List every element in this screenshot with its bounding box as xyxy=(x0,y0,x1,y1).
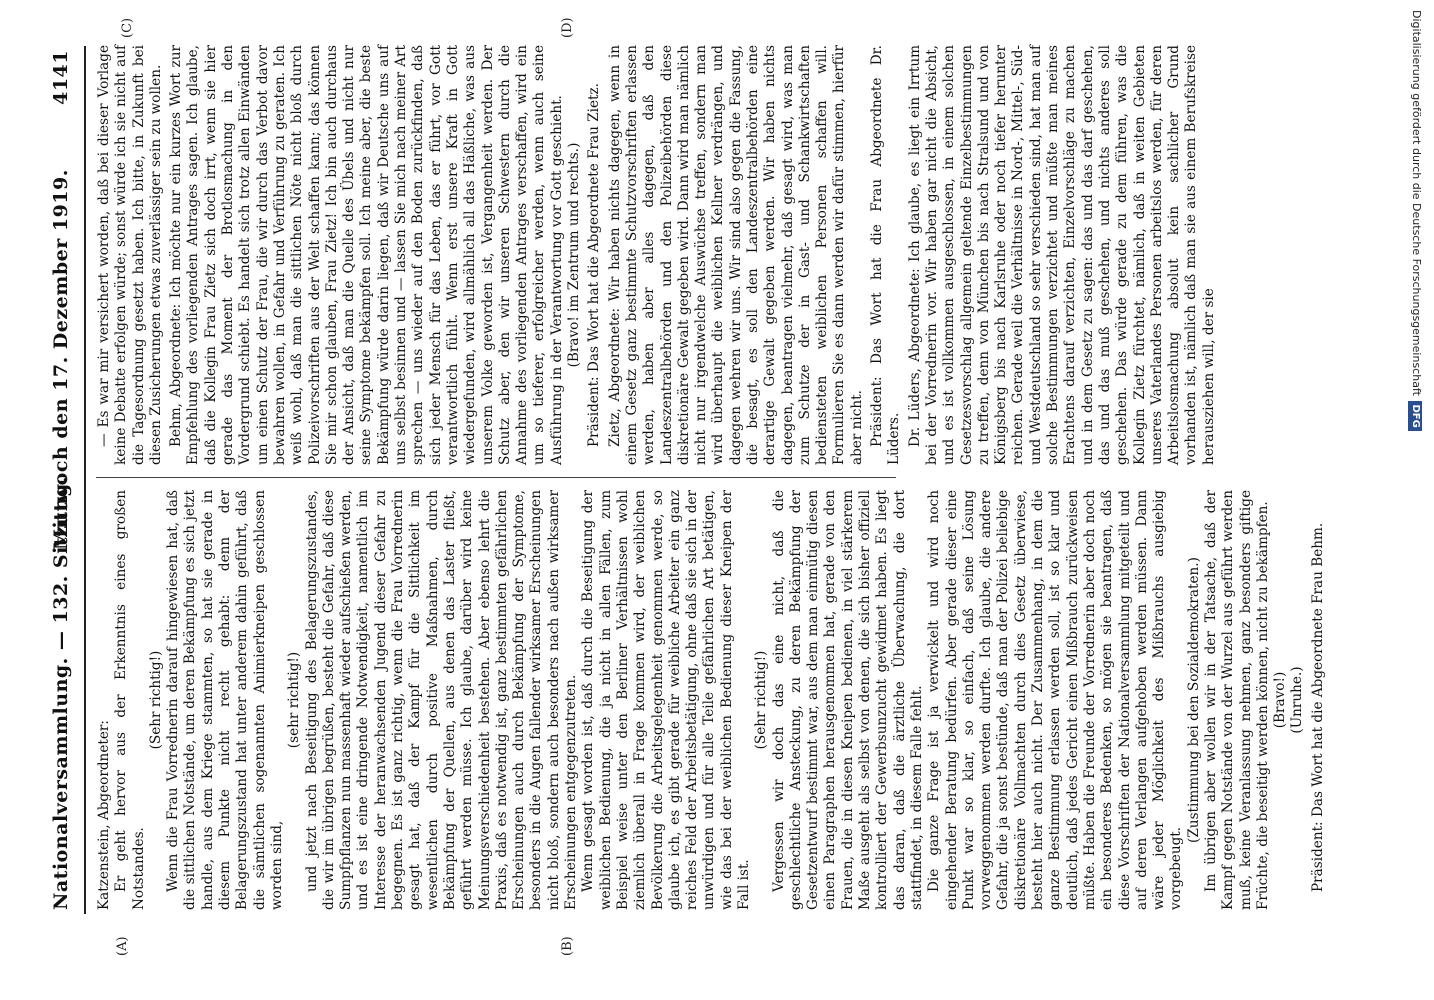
interjection: (Zustimmung bei den Sozialdemokraten.) xyxy=(1185,557,1202,843)
president-line: Präsident: Das Wort hat die Abgeordnete Frau Zietz. xyxy=(586,83,603,447)
digitization-note xyxy=(1405,10,1427,990)
margin-marker-c: (C) xyxy=(120,17,135,38)
margin-marker-d: (D) xyxy=(560,17,575,38)
president-line: Präsident: Das Wort hat die Abgeordnete Frau Behm. xyxy=(1309,522,1326,892)
paragraph: Im übrigen aber wollen wir in der Tatsache, daß der Kampf gegen Notstände von der Wurzel aus geführt werden muß, keine Veranlassung nehmen, ganz besonders giftige Früchte, die beseitigt werden können, nicht zu bekämpfen. xyxy=(1203,490,1271,910)
header-session-title: Nationalversammlung. — 132. Sitzung. xyxy=(50,476,72,910)
interjection: (Bravo!) xyxy=(1272,671,1289,729)
paragraph: Zietz, Abgeordnete: Wir haben nichts dagegen, wenn in einem Gesetz ganz bestimmte Schutzvorschriften erlassen werden, haben aber alles dagegen, daß den Landeszentralbehörden und den Polizeibehörden diese diskretionäre Gewalt gegeben wird. Dann wird man nämlich nicht nur irgendwelche Auswüchse treffen, sondern man wird überhaupt die weiblichen Kellner verdrängen, und dagegen wehren wir uns. Wir sind also gegen die Fassung, die besagt, es soll den Landeszentralbehörden eine derartige Gewalt gegeben werden. Wir haben nichts dagegen, beantragen vielmehr, daß gesagt wird, was man zum Schutze der in Gast- und Schankwirtschaften bediensteten weiblichen Personen schaffen will. Formulieren Sie es dann werden wir dafür stimmen, hierfür aber nicht. xyxy=(606,45,865,465)
paragraph: Dr. Lüders, Abgeordnete: Ich glaube, es liegt ein Irrtum bei der Vorrednerin vor. Wir haben gar nicht die Absicht, und es ist vollkommen ausgeschlossen, in einem solchen Gesetzesvorschlag allgemein geltende Einzelbestimmungen zu treffen, denn von München bis nach Stralsund und von Königsberg bis nach Karlsruhe oder noch tiefer herunter reichen. Gerade weil die Verhältnisse in Nord-, Mittel-, Süd- und Westdeutschland so sehr verschieden sind, hat man auf solche Bestimmungen verzichtet und müßte man meines Erachtens darauf verzichten, Einzelvorschläge zu machen und in dem Gesetz zu sagen: das und das darf geschehen, das und das muß geschehen, und nichts anderes soll geschehen. Das würde gerade zu dem führen, was die Kollegin Zietz fürchtet, nämlich, daß in weiten Gebieten unseres Vaterlandes Personen arbeitslos werden, für deren Arbeitslosmachung absolut kein sachlicher Grund vorhanden ist, nämlich daß man sie aus einem Berufskreise herausziehen will, der sie xyxy=(906,45,1217,465)
paragraph: und jetzt nach Beseitigung des Belagerungszustandes, die wir im übrigen begrüßen, besteht die Gefahr, daß diese Sumpfpflanzen nun massenhaft wieder aufschießen werden, und es ist eine dringende Notwendigkeit, namentlich im Interesse der heranwachsenden Jugend dieser Gefahr zu begegnen. Es ist ganz richtig, wenn die Frau Vorrednerin gesagt hat, daß der Kampf für die Sittlichkeit im wesentlichen durch positive Maßnahmen, durch Bekämpfung der Quellen, aus denen das Laster fließt, geführt werden müsse. Ich glaube, darüber wird keine Meinungsverschiedenheit bestehen. Aber ebenso lehrt die Praxis, daß es notwendig ist, ganz bestimmten gefährlichen Erscheinungen auch durch Bekämpfung der Symptome, besonders in die Augen fallender wirksamer Erscheinungen nicht bloß, sondern auch besonders nach außen wirksamer Erscheinungen entgegenzutreten. xyxy=(303,490,580,910)
dfg-logo: DFG xyxy=(1408,401,1422,430)
paragraph: Die ganze Frage ist ja verwickelt und wird noch eingehender Beratung bedürfen. Aber gerade dieser eine Punkt war so klar, so einfach, daß seine Lösung vorweggenommen werden durfte. Ich glaube, die andere Gefahr, die ja sonst bestünde, daß man der Polizei beliebige diskretionäre Vollmachten durch dies Gesetz überwiese, besteht hier auch nicht. Der Zusammenhang, in dem die ganze Bestimmung erlassen werden soll, ist so klar und deutlich, daß jedes Gericht einen Mißbrauch zurückweisen müßte. Haben die Freunde der Vorrednerin aber doch noch ein besonderes Bedenken, so mögen sie beantragen, daß diese Vorschriften der Nationalversammlung mitgeteilt und auf deren Verlangen aufgehoben werden müssen. Dann wäre jeder Möglichkeit des Mißbrauchs ausgiebig vorgebeugt. xyxy=(926,490,1185,910)
paragraph: Wenn gesagt worden ist, daß durch die Beseitigung der weiblichen Bedienung, die ja nicht in allen Fällen, zum Beispiel weise unter den Berliner Verhältnissen wohl ziemlich überall in Frage kommen wird, der weiblichen Bevölkerung die Arbeitsgelegenheit genommen werde, so glaube ich, es gibt gerade für weibliche Arbeiter ein ganz reiches Feld der Arbeitsbetätigung, ohne daß sie sich in der unwürdigen und für alle Teile gefährlichen Art betätigen, wie das bei der weiblichen Bedienung dieser Kneipen der Fall ist. xyxy=(580,490,752,910)
interjection: (Unruhe.) xyxy=(1289,666,1306,734)
paragraph: Vergessen wir doch das eine nicht, daß die geschlechtliche Ansteckung, zu deren Bekämpfung der Gesetzentwurf bestimmt war, aus dem man einmütig diesen einen Paragraphen herausgenommen hat, gerade von den Frauen, die in diesen Kneipen bedienen, in viel stärkerem Maße ausgeht als selbst von denen, die sich bisher offiziell kontrolliert der Gewerbsunzucht gewidmet haben. Es liegt das daran, daß die ärztliche Überwachung, die dort stattfindet, in diesem Falle fehlt. xyxy=(770,490,925,910)
speaker-line: Katzenstein, Abgeordneter: xyxy=(96,720,112,910)
president-line: Präsident: Das Wort hat die Frau Abgeordnete Dr. Lüders. xyxy=(869,45,903,465)
header-rule xyxy=(84,46,86,914)
interjection: (Sehr richtig!) xyxy=(753,650,770,750)
interjection: (Bravo! im Zentrum und rechts.) xyxy=(566,142,583,368)
paragraph: Behm, Abgeordnete: Ich möchte nur ein kurzes Wort zur Empfehlung des vorliegenden Antrages sagen. Ich glaube, daß die Kollegin Frau Zietz sich doch irrt, wenn sie hier gerade das Moment der Brotlosmachung in den Vordergrund schiebt. Es handelt sich trotz allen Einwänden um einen Schutz der Frau, die wir durch das Verbot davor bewahren wollen, in Gefahr und Verführung zu geraten. Ich weiß wohl, daß man die sittlichen Nöte nicht bloß durch Polizeivorschriften aus der Welt schaffen kann; das können Sie mir schon glauben, Frau Zietz! Ich bin auch durchaus der Ansicht, daß man die Quelle des Übels und nicht nur seine Symptome bekämpfen soll. Ich meine aber, die beste Bekämpfung würde darin liegen, daß wir Deutsche uns auf uns selbst besinnen und — lassen Sie mich nach meiner Art sprechen — uns wieder auf den Boden zurückfinden, daß sich jeder Mensch für das Leben, das er führt, vor Gott verantwortlich fühlt. Wenn erst unsere Kraft in Gott wiedergefunden, wird allmählich all das Häßliche, was aus unserem Volke geworden ist, Vergangenheit werden. Der Schutz aber, den wir unseren Schwestern durch die Annahme des vorliegenden Antrages verschaffen, wird ein um so tieferer, erfolgreicher werden, wenn auch seine Ausführung in der Verantwortung vor Gott geschieht. xyxy=(168,45,565,465)
paragraph: — Es war mir versichert worden, daß bei dieser Vorlage keine Debatte erfolgen würde; sonst würde ich sie nicht auf die Tagesordnung gesetzt haben. Ich bitte, in Zukunft bei diesen Zusicherungen etwas zuverlässiger sein zu wollen. xyxy=(96,45,164,465)
right-column xyxy=(96,45,1217,465)
interjection: (sehr richtig!) xyxy=(286,651,303,749)
paragraph: Er geht hervor aus der Erkenntnis eines großen Notstandes. xyxy=(113,490,147,910)
margin-marker-b: (B) xyxy=(560,936,575,956)
digitization-text: Digitalisierung gefördert durch die Deutsche Forschungsgemeinschaft xyxy=(1410,10,1423,396)
header-page-number: 4141 xyxy=(50,50,72,105)
paragraph: Wenn die Frau Vorrednerin darauf hingewiesen hat, daß die sittlichen Notstände, um deren Bekämpfung es sich jetzt handle, aus dem Kriege stammten, so hat sie gerade in diesem Punkte nicht recht gehabt: denn der Belagerungszustand hat unter anderem dahin geführt, daß die sämtlichen sogenannten Animierkneipen geschlossen worden sind, xyxy=(165,490,285,910)
interjection: (Sehr richtig!) xyxy=(147,650,164,750)
margin-marker-a: (A) xyxy=(115,936,130,956)
column-divider xyxy=(96,477,896,478)
header-date: Mittwoch den 17. Dezember 1919. xyxy=(50,169,72,550)
left-column xyxy=(96,490,1326,910)
running-header xyxy=(50,50,80,910)
